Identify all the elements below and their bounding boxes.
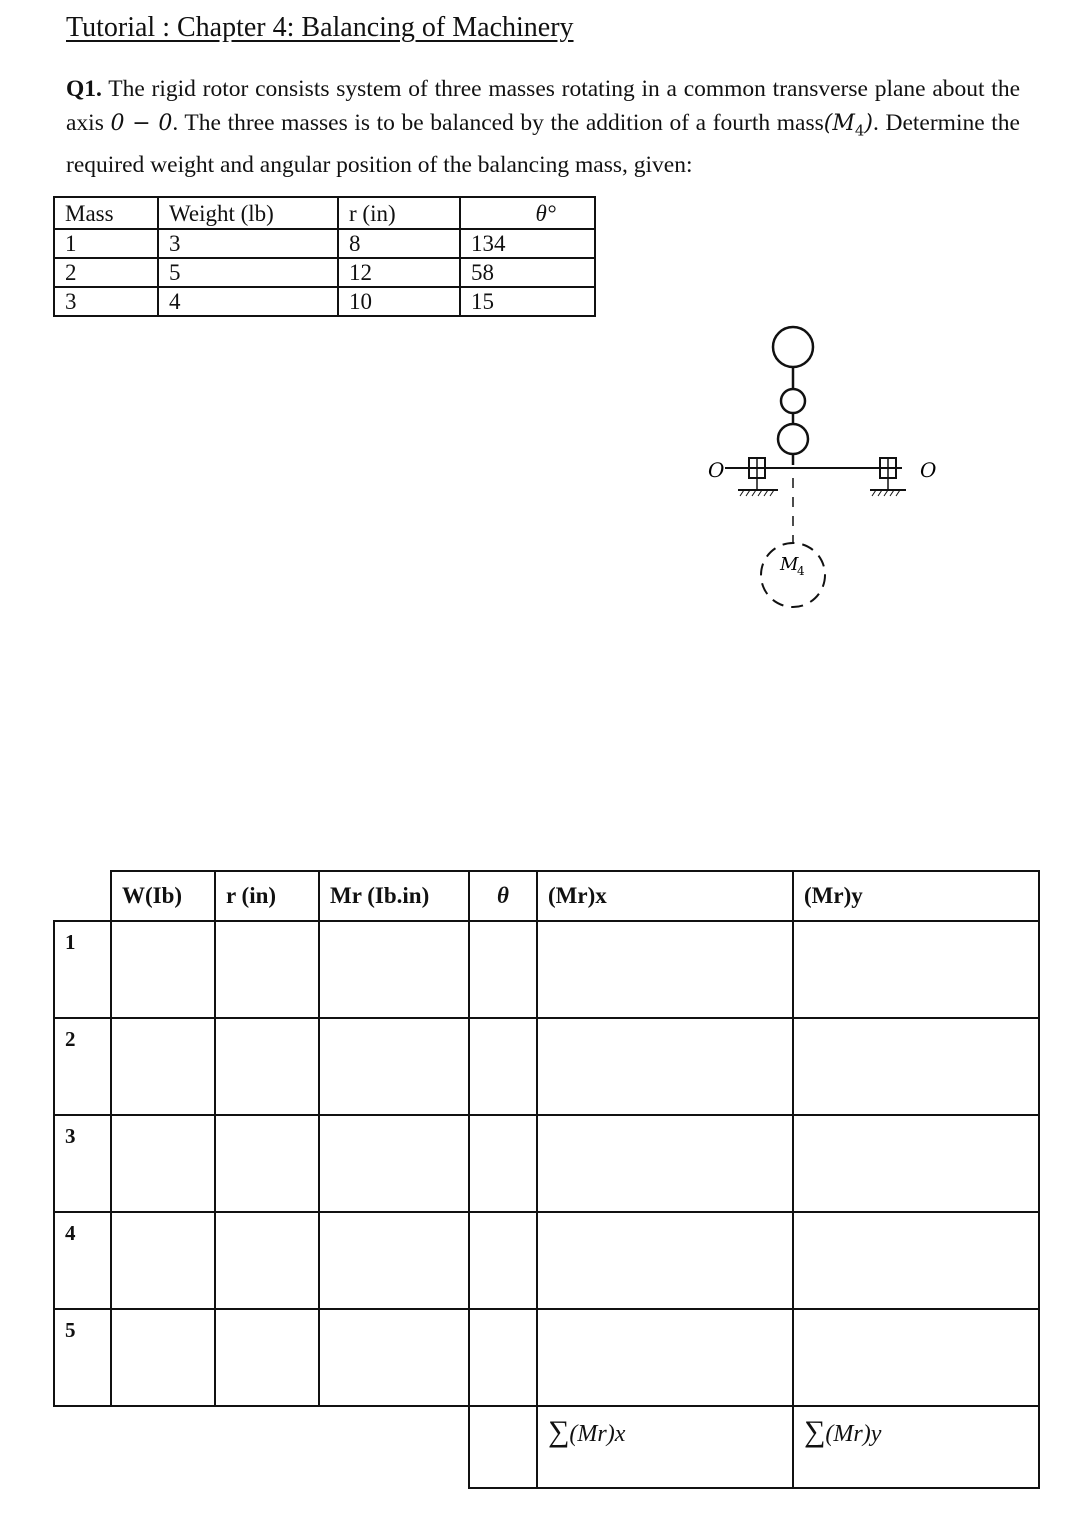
empty-cell [537,1212,793,1309]
balance-mass-subscript: 4 [797,564,805,578]
axis-symbol: 0 − 0 [110,111,173,136]
sum-row [54,1406,1039,1488]
sum-mrx: (Mr)x [569,1421,626,1447]
given-header-weight: Weight (lb) [158,197,338,229]
blank-cell [215,1406,319,1488]
empty-cell [319,1212,469,1309]
sum-mry-cell [793,1406,1039,1488]
empty-cell [319,1309,469,1406]
empty-cell [793,1018,1039,1115]
empty-cell [537,921,793,1018]
mass-symbol: (M [823,111,855,136]
given-cell: 8 [338,229,460,258]
sum-mrx-cell [537,1406,793,1488]
given-cell: 5 [158,258,338,287]
rotor-diagram [690,320,950,620]
blank-cell [54,1406,111,1488]
given-header-mass: Mass [54,197,158,229]
balance-mass-label: M [780,554,799,575]
given-cell: 12 [338,258,460,287]
given-cell: 15 [460,287,595,316]
empty-cell [111,1018,215,1115]
empty-cell [793,1115,1039,1212]
given-row [54,229,595,258]
empty-cell [469,921,537,1018]
table-row [54,1212,1039,1309]
empty-cell [793,1212,1039,1309]
work-header-mrx: (Mr)x [537,871,793,921]
empty-cell [469,1212,537,1309]
mass-symbol-close: ) [864,111,873,136]
given-row [54,287,595,316]
empty-cell [319,1115,469,1212]
empty-cell [111,1212,215,1309]
empty-cell [215,1212,319,1309]
empty-cell [469,1309,537,1406]
mass-2-circle [781,389,805,413]
mass-1-circle [773,327,813,367]
given-cell: 4 [158,287,338,316]
empty-cell [319,1018,469,1115]
empty-cell [469,1406,537,1488]
work-header-mr: Mr (Ib.in) [319,871,469,921]
blank-cell [111,1406,215,1488]
given-cell: 3 [158,229,338,258]
work-header-row [54,871,1039,921]
work-header-angle: θ [469,871,537,921]
row-label: 5 [54,1309,111,1406]
work-header-mry: (Mr)y [793,871,1039,921]
given-cell: 134 [460,229,595,258]
empty-cell [111,1115,215,1212]
table-row [54,1115,1039,1212]
table-row [54,1018,1039,1115]
empty-cell [537,1115,793,1212]
row-label: 1 [54,921,111,1018]
empty-cell [537,1018,793,1115]
axis-label-left: O [708,458,725,482]
given-header-radius: r (in) [338,197,460,229]
empty-cell [111,921,215,1018]
empty-cell [469,1018,537,1115]
sigma-symbol: ∑ [548,1415,570,1448]
sum-mry: (Mr)y [825,1421,882,1447]
question-label: Q1. [66,76,102,102]
balance-mass-circle [761,543,825,607]
given-data-table [53,196,596,317]
work-header-blank [54,871,111,921]
mass-3-circle [778,424,808,454]
axis-label-right: O [920,458,937,482]
question-text-c: . Determine the required weight and angular position of the balancing mass, given: [66,110,1020,178]
work-header-radius: r (in) [215,871,319,921]
work-header-weight: W(Ib) [111,871,215,921]
row-label: 4 [54,1212,111,1309]
blank-cell [319,1406,469,1488]
question-text-b: . The three masses is to be balanced by the addition of a fourth mass [172,110,824,136]
sigma-symbol: ∑ [804,1415,826,1448]
empty-cell [793,921,1039,1018]
given-header-angle: θ° [460,197,595,229]
empty-cell [215,1018,319,1115]
empty-cell [469,1115,537,1212]
empty-cell [793,1309,1039,1406]
given-cell: 58 [460,258,595,287]
given-cell: 10 [338,287,460,316]
row-label: 3 [54,1115,111,1212]
question-text-a: The rigid rotor consists system of three masses rotating in a common transverse plane about the axis [66,76,1020,136]
table-row [54,1309,1039,1406]
given-row [54,258,595,287]
empty-cell [111,1309,215,1406]
empty-cell [215,921,319,1018]
mass-subscript: 4 [854,121,865,140]
given-cell: 1 [54,229,158,258]
given-cell: 3 [54,287,158,316]
row-label: 2 [54,1018,111,1115]
empty-cell [215,1309,319,1406]
empty-cell [215,1115,319,1212]
calculation-table [53,870,1040,1489]
empty-cell [319,921,469,1018]
page-title: Tutorial : Chapter 4: Balancing of Machinery [66,12,574,43]
given-cell: 2 [54,258,158,287]
table-row [54,921,1039,1018]
empty-cell [537,1309,793,1406]
given-header-row [54,197,595,229]
question-text [66,72,1020,182]
